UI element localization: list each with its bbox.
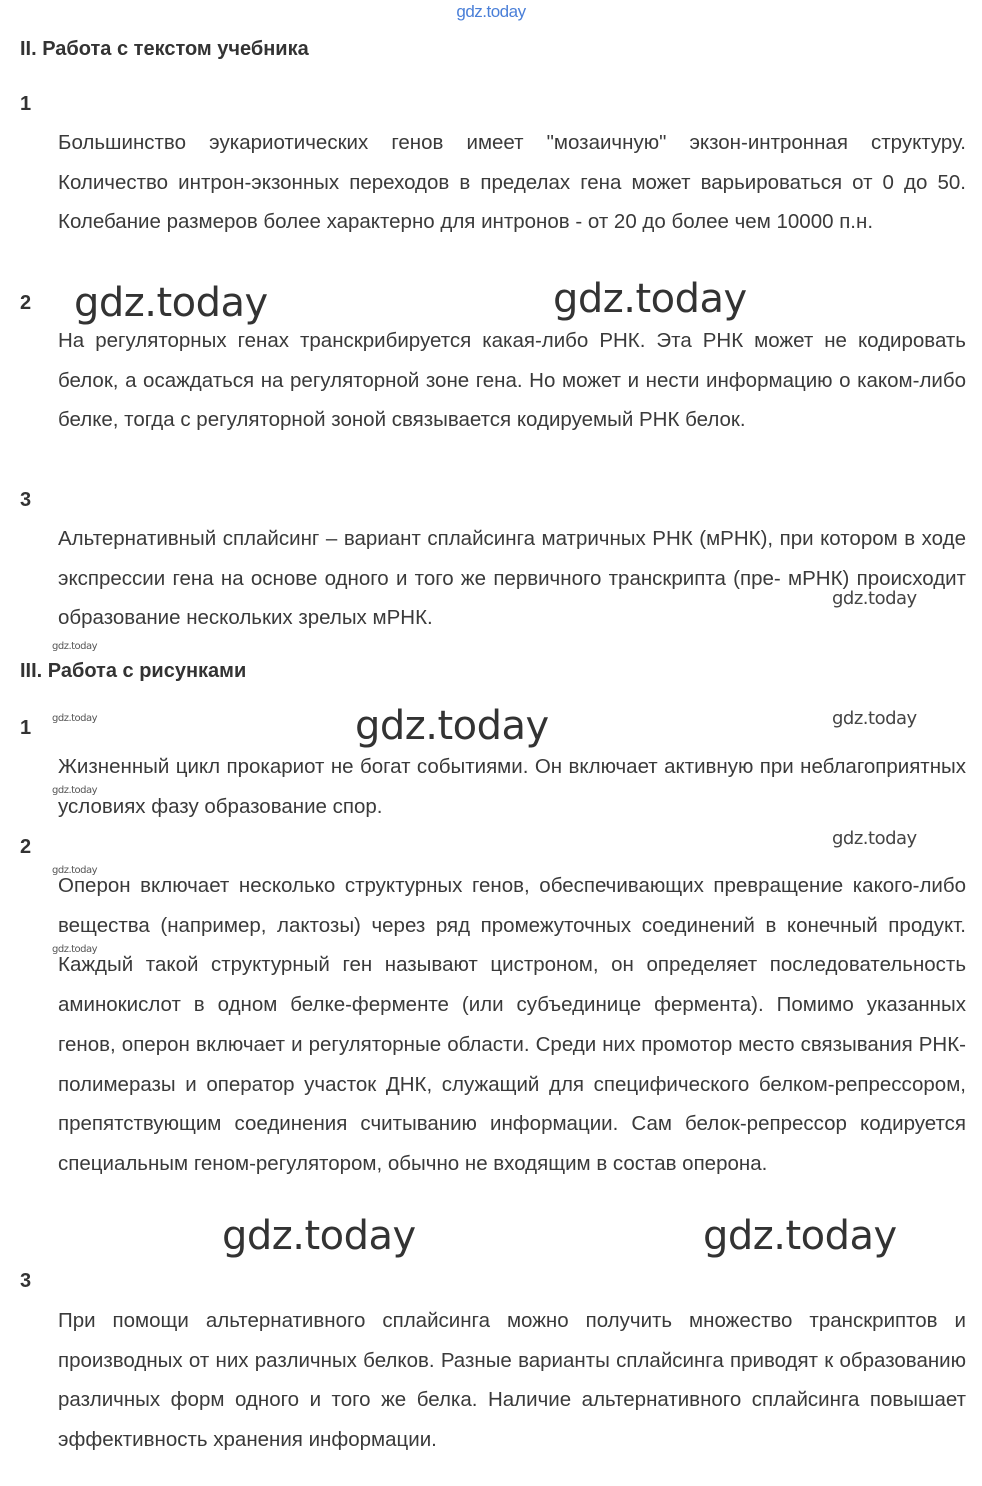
section-title-text-work: II. Работа с текстом учебника: [20, 38, 309, 60]
watermark: gdz.today: [222, 1213, 416, 1259]
item-text: При помощи альтернативного сплайсинга можно получить множество транскриптов и производных от них различных белков. Разные варианты сплайсинга приводят к образованию различных форм одного и того же белка. Наличие альтернативного сплайсинга повышает эффективность хранения информации.: [58, 1309, 966, 1452]
watermark: gdz.today: [703, 1213, 897, 1259]
watermark: gdz.today: [832, 708, 917, 729]
watermark: gdz.today: [553, 276, 747, 322]
watermark: gdz.today: [74, 280, 268, 326]
watermark: gdz.today: [355, 703, 549, 749]
item-number: 3: [20, 1270, 32, 1292]
item-text: Альтернативный сплайсинг – вариант сплайсинга матричных РНК (мРНК), при котором в ходе экспрессии гена на основе одного и того же первичного транскрипта (пре- мРНК) происходит образование нескольких зрелых мРНК.: [58, 527, 966, 630]
watermark: gdz.today: [52, 865, 98, 876]
watermark: gdz.today: [832, 588, 917, 609]
watermark: gdz.today: [832, 828, 917, 849]
item-text: Большинство эукариотических генов имеет "мозаичную" экзон-интронная структуру. Количество интрон-экзонных переходов в пределах гена может варьироваться от 0 до 50. Колебание размеров более характерно для интронов - от 20 до более чем 10000 п.н.: [58, 131, 966, 234]
section-title-figures-work: III. Работа с рисунками: [20, 660, 247, 682]
item-number: 1: [20, 717, 32, 739]
item-text: На регуляторных генах транскрибируется какая-либо РНК. Эта РНК может не кодировать белок, а осаждаться на регуляторной зоне гена. Но может и нести информацию о каком-либо белке, тогда с регуляторной зоной связывается кодируемый РНК белок.: [58, 329, 966, 432]
watermark: gdz.today: [52, 713, 98, 724]
watermark: gdz.today: [52, 641, 98, 652]
item-text: Оперон включает несколько структурных генов, обеспечивающих превращение какого-либо вещества (например, лактозы) через ряд промежуточных соединений в конечный продукт. Каждый такой структурный ген называют цистроном, он определяет последовательность аминокислот в одном белке-ферменте (или субъединице фермента). Помимо указанных генов, оперон включает и регуляторные области. Среди них промотор место связывания РНК-полимеразы и оператор участок ДНК, служащий для специфического белком-репрессором, препятствующим соединения считыванию информации. Сам белок-репрессор кодируется специальным геном-регулятором, обычно не входящим в состав оперона.: [58, 874, 966, 1175]
watermark: gdz.today: [52, 944, 98, 955]
item-number: 2: [20, 836, 32, 858]
item-number: 3: [20, 489, 32, 511]
item-number: 2: [20, 292, 32, 314]
item-number: 1: [20, 93, 32, 115]
watermark: gdz.today: [52, 785, 98, 796]
site-logo: gdz.today: [456, 2, 526, 21]
item-text: Жизненный цикл прокариот не богат событиями. Он включает активную при неблагоприятных условиях фазу образование спор.: [58, 755, 966, 818]
